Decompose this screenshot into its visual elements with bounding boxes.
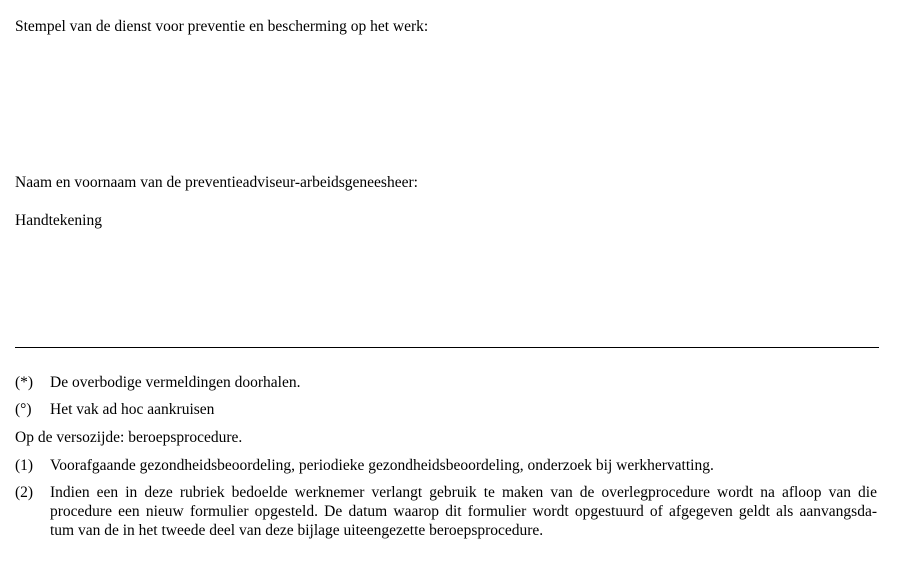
footnote-marker: (°) — [15, 401, 32, 418]
footnote-text: De overbodige vermeldingen doorhalen. — [50, 374, 301, 391]
footnote-marker: (*) — [15, 374, 34, 391]
footnote-line-3: tum van de in het tweede deel van deze bijlage uiteengezette beroepsprocedure. — [50, 522, 544, 539]
section-divider — [15, 347, 879, 348]
reverse-side-note: Op de versozijde: beroepsprocedure. — [15, 429, 243, 446]
footnote-text: Voorafgaande gezondheidsbeoordeling, periodieke gezondheidsbeoordeling, onderzoek bij werkhervatting. — [50, 457, 714, 474]
footnote-line-2: procedure een nieuw formulier opgesteld. De datum waarop dit formulier wordt opgestuurd of afgegeven geldt als aanvangsda- — [50, 503, 877, 520]
stamp-label: Stempel van de dienst voor preventie en bescherming op het werk: — [15, 18, 429, 35]
footnote-line-1: Indien een in deze rubriek bedoelde werknemer verlangt gebruik te maken van de overlegprocedure wordt na afloop van die — [50, 484, 877, 501]
footnote-marker: (2) — [15, 484, 34, 501]
footnote-text: Het vak ad hoc aankruisen — [50, 401, 215, 418]
signature-label: Handtekening — [15, 212, 102, 229]
footnote-marker: (1) — [15, 457, 34, 474]
adviser-name-label: Naam en voornaam van de preventieadviseur-arbeidsgeneesheer: — [15, 174, 418, 191]
